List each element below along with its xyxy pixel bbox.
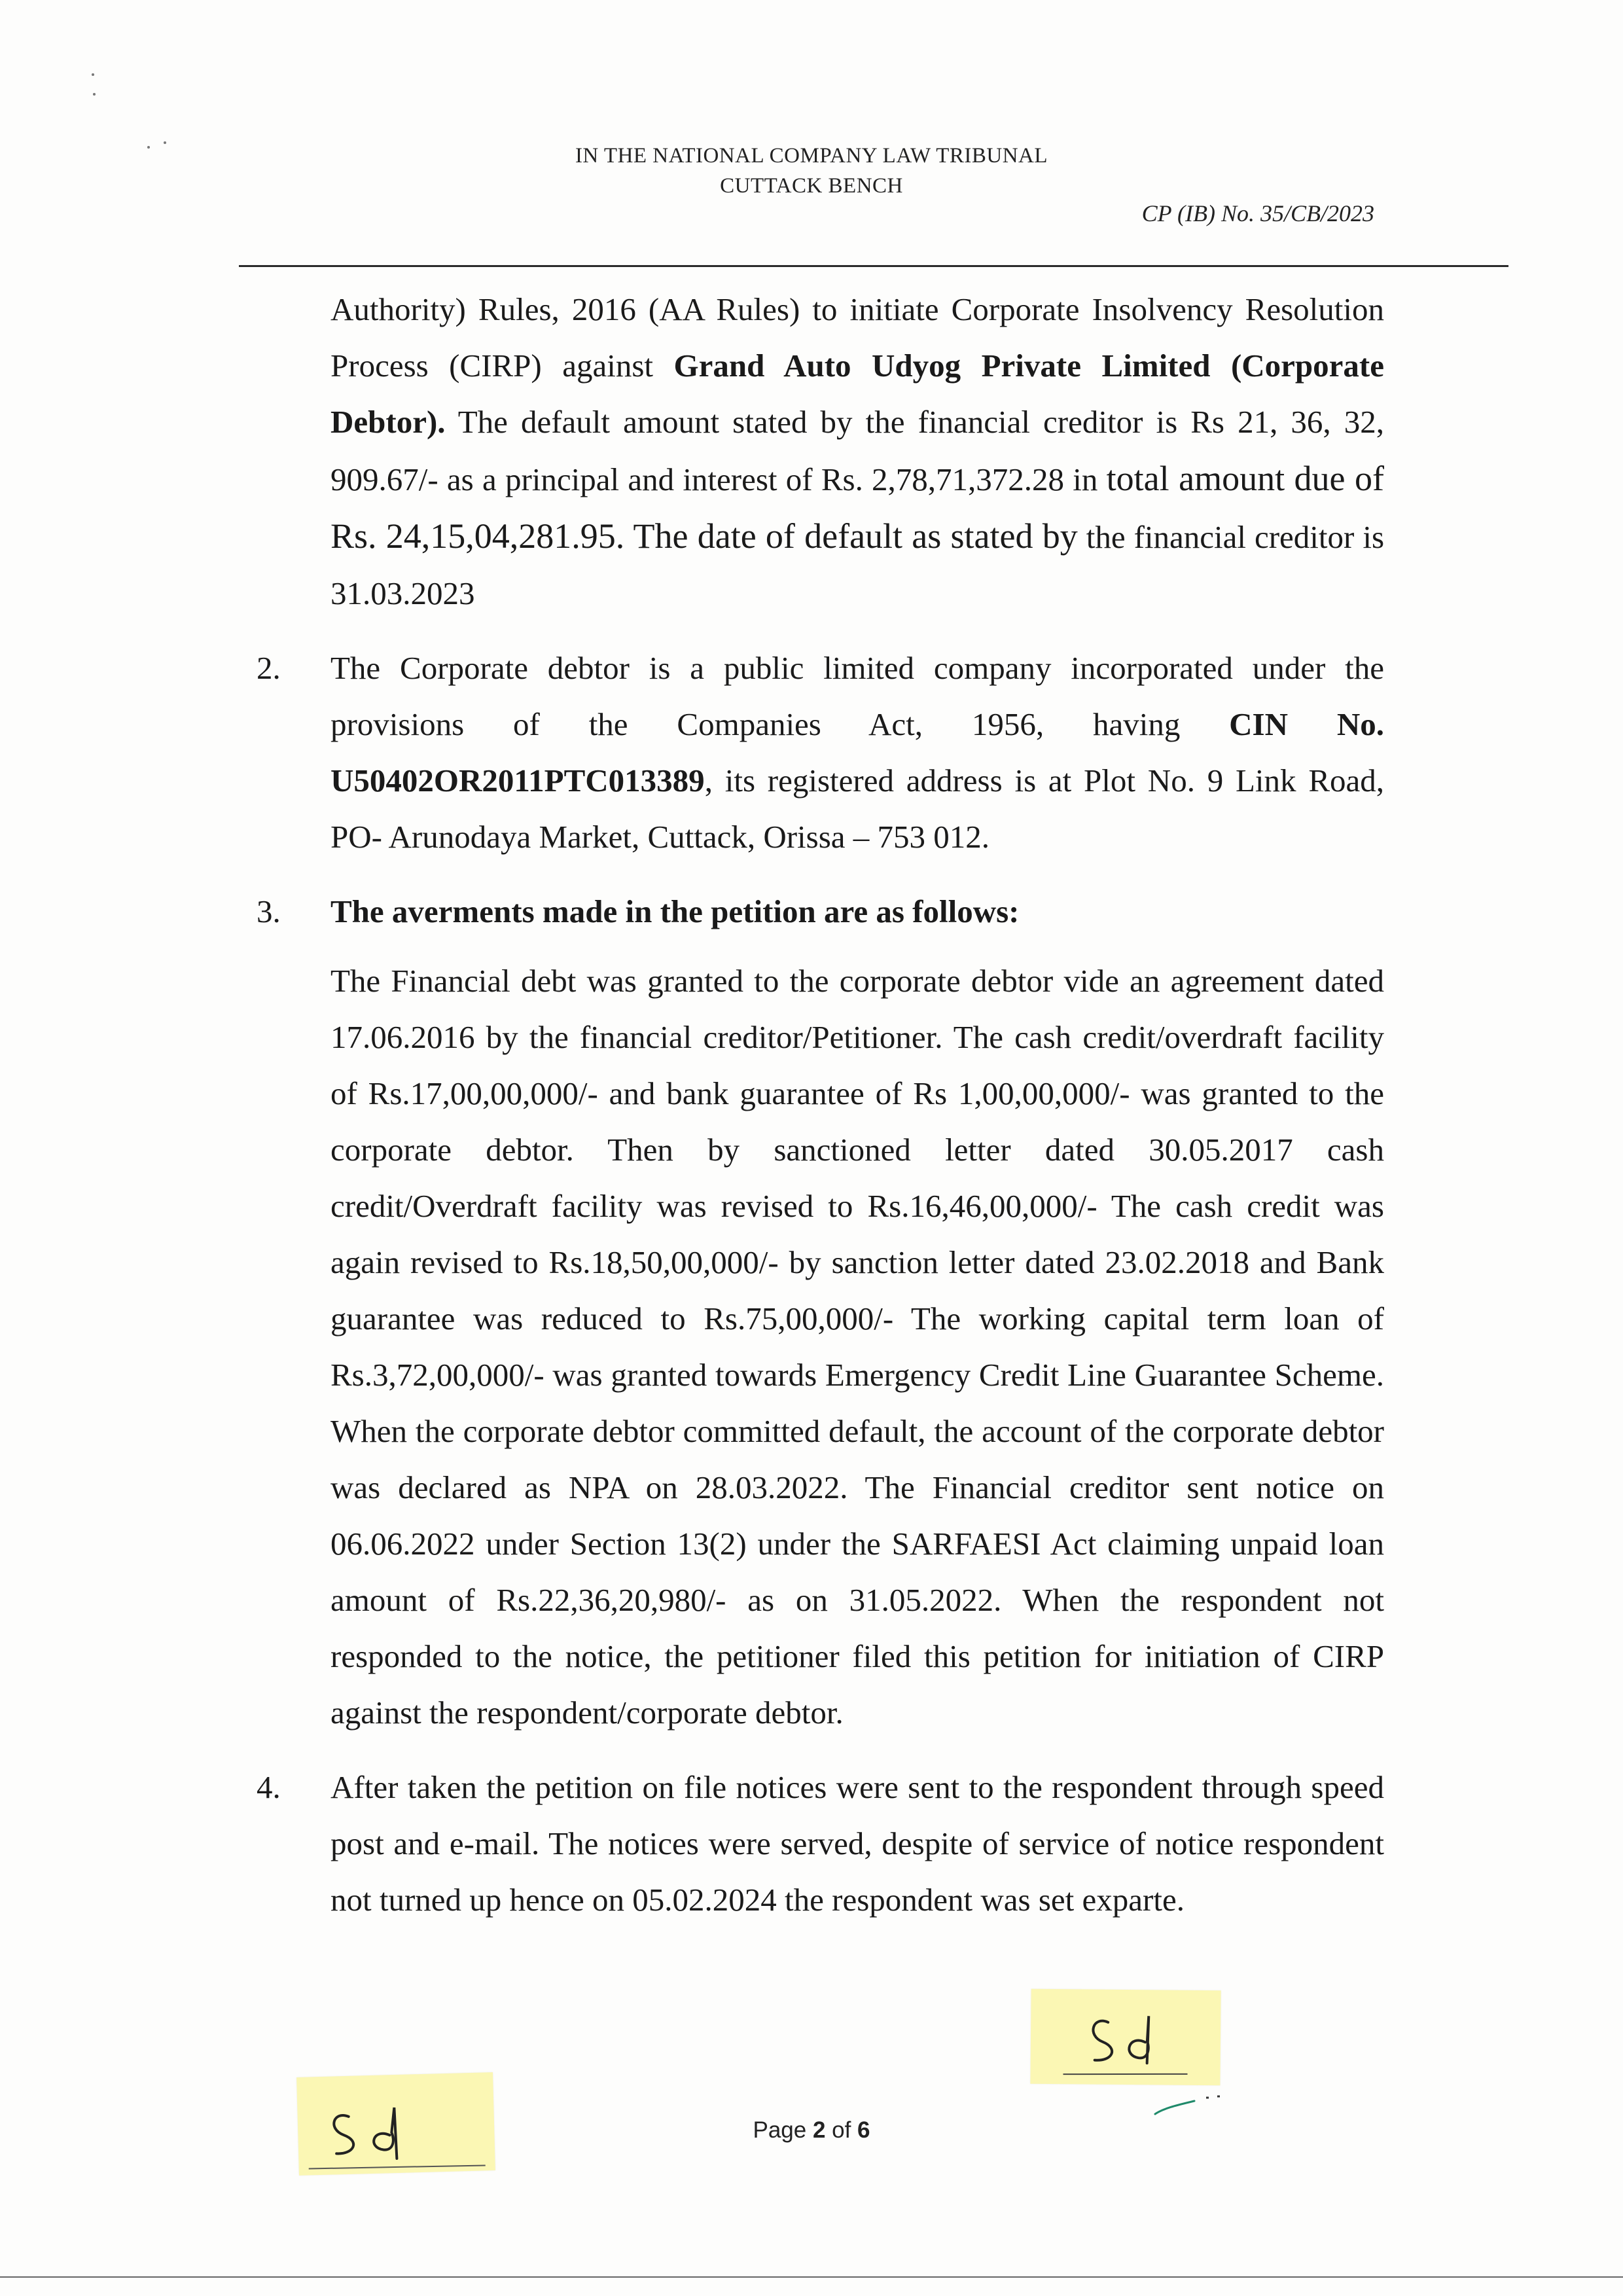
paragraph-1-continued: Authority) Rules, 2016 (AA Rules) to initiate Corporate Insolvency Resolution Process (CIRP) against Grand Auto Udyog Private Limited (Corporate Debtor). The default amount stated by the financial creditor is Rs 21, 36, 32, 909.67/- as a principal and interest of Rs. 2,78,71,372.28 in total amount due of Rs. 24,15,04,281.95. The date of default as stated by the financial creditor is 31.03.2023 [330,291,1385,611]
header-divider [239,265,1508,267]
paragraph-3-heading [242,884,1384,940]
total-page-count: 6 [857,2117,870,2143]
signature-sticky-note-right [1030,1989,1221,2086]
document-body [242,281,1384,1946]
bench-name: CUTTACK BENCH [720,174,903,198]
scan-speck [92,73,94,76]
document-header [0,141,1623,201]
page-footer: Page 2 of 6 [753,2117,870,2143]
paragraph-number: 3. [257,893,281,929]
signature-right [1030,1989,1221,2086]
initial-mark [1031,2078,1227,2117]
cin-number: CIN No. U50402OR2011PTC013389 [330,706,1384,798]
corporate-debtor-name: Grand Auto Udyog Private Limited (Corporate Debtor). [330,348,1384,440]
section-heading: The averments made in the petition are as follows: [330,893,1020,929]
tribunal-name: IN THE NATIONAL COMPANY LAW TRIBUNAL [575,144,1048,168]
scan-speck [93,93,96,96]
paragraph-3-body: The Financial debt was granted to the corporate debtor vide an agreement dated 17.06.2016 by the financial creditor/Petitioner. The cash credit/overdraft facility of Rs.17,00,00,000/- and bank guarantee of Rs 1,00,00,000/- was granted to the corporate debtor. Then by sanctioned letter dated 30.05.2017 cash credit/Overdraft facility was revised to Rs.16,46,00,000/- The cash credit was again revised to Rs.18,50,00,000/- by sanction letter dated 23.02.2018 and Bank guarantee was reduced to Rs.75,00,000/- The working capital term loan of Rs.3,72,00,000/- was granted towards Emergency Credit Line Guarantee Scheme. When the corporate debtor committed default, the account of the corporate debtor was declared as NPA on 28.03.2022. The Financial creditor sent notice on 06.06.2022 under Section 13(2) under the SARFAESI Act claiming unpaid loan amount of Rs.22,36,20,980/- as on 31.05.2022. When the respondent not responded to the notice, the petitioner filed this petition for initiation of CIRP against the respondent/corporate debtor. [330,963,1384,1731]
paragraph-2: 2. The Corporate debtor is a public limited company incorporated under the provisions of the Companies Act, 1956, having CIN No. U50402OR2011PTC013389, its registered address is at Plot No. 9 Link Road, PO- Arunodaya Market, Cuttack, Orissa – 753 012. [242,640,1384,865]
paragraph-number: 2. [257,650,281,686]
paragraph-4: 4. After taken the petition on file notices were sent to the respondent through speed post and e-mail. The notices were served, despite of service of notice respondent not turned up hence on 05.02.2024 the respondent was set exparte. [242,1759,1384,1928]
scan-bottom-edge [0,2276,1623,2278]
case-number: CP (IB) No. 35/CB/2023 [1141,200,1374,226]
current-page-number: 2 [812,2117,826,2143]
paragraph-number: 4. [257,1769,281,1805]
